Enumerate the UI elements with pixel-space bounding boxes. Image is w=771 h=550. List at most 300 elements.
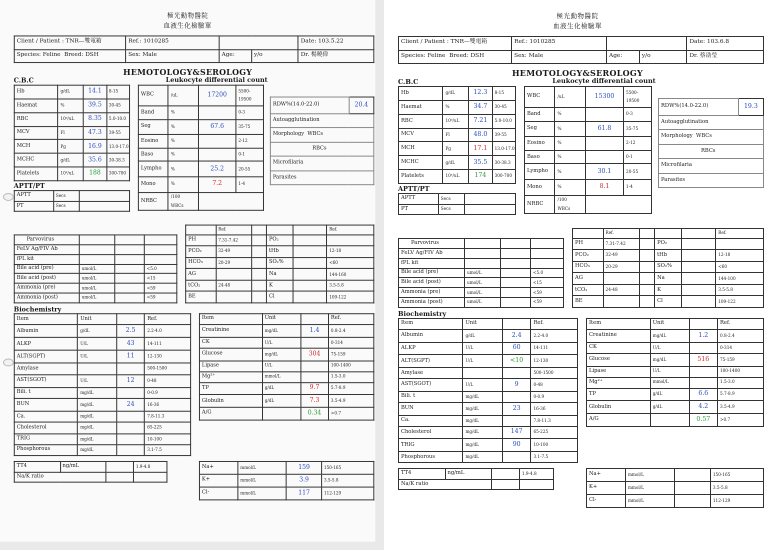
rdw-value: 20.4	[349, 97, 374, 114]
table-row	[14, 325, 190, 338]
biochem-unit: mg/dL	[78, 422, 117, 433]
table-row	[14, 338, 190, 351]
gas-value	[639, 296, 654, 308]
table-row	[399, 415, 578, 426]
aptt-value	[464, 204, 516, 215]
nrbc-unit	[168, 193, 198, 211]
cbc-value: 35.6	[83, 153, 106, 167]
serology-unit: umol/L	[79, 283, 115, 293]
table-row	[587, 414, 764, 427]
table-row	[587, 482, 764, 495]
age: Age:	[607, 50, 640, 64]
biochem-item: AST(SGOT)	[399, 379, 463, 392]
biochem-unit: U/L	[78, 351, 117, 364]
table-row	[138, 148, 263, 161]
gas-value	[639, 250, 654, 262]
table-row	[199, 487, 373, 500]
diff-ref: 1-4	[624, 180, 652, 196]
gas-ref: 109-122	[716, 296, 764, 308]
serology-item: Bile acid (pre)	[14, 264, 79, 274]
species: Species: Feline	[16, 52, 61, 58]
parasites-label: Parasites	[270, 170, 373, 184]
table-row	[14, 235, 177, 245]
patient-header	[398, 36, 764, 64]
aptt-unit: Secs	[438, 204, 464, 215]
cbc-value: 48.0	[469, 128, 492, 142]
diff-item: Eosino	[525, 137, 555, 151]
serology-item: FeLV Ag/FIV Ab	[14, 245, 79, 255]
biochem-ref: 16-36	[531, 402, 578, 415]
gas-ref: 32-49	[216, 246, 252, 257]
serology-ref	[144, 254, 177, 264]
table-cell	[607, 37, 687, 51]
biochem-ref: 3.1-7.5	[531, 452, 578, 463]
wbc-label: WBC	[525, 87, 555, 108]
biochem-item: Globulin	[199, 395, 262, 408]
table-row	[14, 445, 190, 456]
aptt-unit: Secs	[438, 194, 464, 205]
biochem-header: Item	[399, 319, 463, 330]
biochem-item: Lipase	[587, 366, 651, 377]
morphology: Morphology	[661, 133, 693, 140]
gas-item: PCO₂	[573, 250, 604, 262]
gas-item: Na	[267, 269, 293, 280]
biochem-item: Albumin	[14, 325, 77, 338]
gas-value	[681, 238, 715, 250]
report-date: Date: 103.5.22	[298, 36, 374, 49]
biochem-ref: 2.2-4.0	[531, 329, 578, 342]
table-row	[399, 426, 578, 439]
serology-item: Ammonia (pre)	[14, 283, 79, 293]
biochem-item: Glucose	[587, 353, 651, 366]
biochem-unit: U/L	[78, 374, 117, 387]
electrolyte-ref: 3.5-5.8	[321, 474, 373, 487]
biochem-value: 1.2	[689, 330, 717, 343]
table-row	[14, 112, 129, 126]
serology-ref: <5.0	[530, 268, 563, 278]
cbc-ref: 39-55	[492, 128, 515, 142]
table-row	[399, 248, 564, 258]
cbc-ref: 5.0-10.0	[106, 112, 129, 126]
serology-value	[115, 274, 144, 284]
table-row	[587, 495, 764, 508]
biochem-item: Phosphorous	[399, 452, 463, 463]
table-row	[14, 254, 177, 264]
diff-unit: %	[168, 161, 198, 177]
table-cell	[251, 225, 266, 235]
hospital-name: 極光動物醫院	[556, 12, 599, 20]
table-row	[587, 377, 764, 388]
punch-hole	[3, 193, 14, 201]
table-row	[399, 329, 578, 342]
wbc-unit: /uL	[168, 85, 198, 106]
biochem-header: Unit	[78, 314, 117, 325]
biochem-item: ALKP	[399, 342, 463, 355]
serology-value	[501, 298, 531, 308]
cbc-item: MCV	[399, 128, 443, 142]
biochem-table-right	[199, 313, 374, 420]
table-row	[199, 382, 373, 395]
electrolyte-unit: mmol/L	[238, 461, 287, 474]
biochem-value: 516	[689, 353, 717, 366]
table-cell	[655, 229, 682, 239]
serology-value	[501, 268, 531, 278]
ref-number: Ref.: 1010285	[126, 36, 219, 49]
diff-item: Lympho	[525, 164, 555, 180]
biochem-unit: mg/dL	[262, 325, 300, 338]
biochem-item: Creatinine	[587, 330, 651, 343]
serology-ref: <59	[530, 288, 563, 298]
cbc-unit: g/dL	[443, 156, 469, 170]
table-row	[399, 439, 578, 452]
gas-value	[293, 257, 327, 268]
morphology-table	[658, 98, 764, 188]
electrolyte-value	[675, 469, 710, 482]
cbc-unit: Fl	[58, 126, 83, 140]
cbc-item: RBC	[399, 114, 443, 128]
biochem-ref: 14-111	[145, 338, 191, 351]
biochem-value: 43	[117, 338, 145, 351]
serology-ref: <15	[144, 274, 177, 284]
table-row	[399, 114, 516, 128]
serology-value	[115, 245, 144, 255]
rbcs-label: RBCs	[659, 144, 764, 158]
table-row	[14, 293, 177, 303]
cbc-item: Haemat	[14, 99, 58, 113]
electrolyte-unit: mmol/L	[625, 469, 675, 482]
nrbc-label: NRBC	[525, 196, 555, 214]
cbc-title: C.B.C	[398, 78, 419, 86]
doctor	[298, 49, 374, 62]
gas-value	[251, 246, 266, 257]
diff-unit: %	[168, 135, 198, 148]
biochem-item: BUN	[14, 398, 77, 411]
biochem-item: ALKP	[14, 338, 77, 351]
electrolyte-item: Cl-	[199, 487, 237, 500]
biochem-item: Lipase	[199, 361, 262, 372]
biochem-item: Globulin	[587, 401, 651, 414]
table-row	[199, 348, 373, 361]
electrolyte-value	[675, 495, 710, 508]
species-breed	[399, 50, 512, 64]
gas-ref: 20-29	[603, 261, 639, 273]
gas-value	[293, 269, 327, 280]
biochem-item: TRIG	[14, 433, 77, 444]
biochem-value: 0.34	[301, 407, 329, 420]
gas-ref-header: Ref.	[216, 225, 252, 235]
gas-value	[251, 257, 266, 268]
cbc-ref: 13.0-17.0	[106, 140, 129, 154]
gas-item: Cl	[655, 296, 682, 308]
tt4-cell: ng/mL	[60, 461, 106, 471]
serology-unit: umol/L	[79, 293, 115, 303]
diff-ref: 2-12	[236, 135, 264, 148]
serology-value	[115, 283, 144, 293]
biochem-value	[689, 377, 717, 388]
table-row	[399, 156, 516, 170]
biochem-unit: g/dL	[463, 329, 502, 342]
table-row	[587, 401, 764, 414]
biochem-unit: g/dL	[650, 388, 689, 401]
biochem-ref: 500-1500	[145, 363, 191, 374]
gas-ref: 7.31-7.42	[603, 238, 639, 250]
cbc-item: MCV	[14, 126, 58, 140]
table-row	[573, 273, 764, 285]
biochem-ref: 0-314	[328, 337, 373, 348]
biochem-item: BUN	[399, 402, 463, 415]
aptt-table	[14, 190, 130, 212]
diff-item: Eosino	[138, 135, 168, 148]
biochem-value: <10	[502, 355, 531, 368]
biochem-header	[689, 319, 717, 330]
morphology-table	[270, 97, 374, 186]
aptt-item: APTT	[399, 194, 439, 205]
rdw-label: RDW%(14.0-22.0)	[270, 97, 349, 114]
biochem-value: 9.7	[301, 382, 329, 395]
diff-value: 67.6	[198, 119, 236, 135]
gas-value	[251, 269, 266, 280]
cbc-value: 39.5	[83, 99, 106, 113]
serology-unit	[465, 239, 501, 249]
tt4-table	[398, 468, 554, 490]
gas-item: HCO₃	[186, 257, 216, 268]
biochem-unit: mg/dL	[78, 398, 117, 411]
biochem-ref: 0-314	[717, 342, 763, 353]
biochem-ref: 16-36	[145, 398, 191, 411]
table-row	[138, 119, 263, 135]
na-k-ratio-label: Na/K ratio	[399, 479, 492, 490]
serology-unit: umol/L	[465, 278, 501, 288]
table-row	[399, 379, 578, 392]
gas-ref: 3.5-5.8	[716, 284, 764, 296]
gas-ref: 12-18	[327, 246, 374, 257]
biochem-ref: 65-225	[145, 422, 191, 433]
biochem-unit: U/L	[463, 379, 502, 392]
table-row	[14, 283, 177, 293]
biochem-unit	[650, 414, 689, 427]
biochem-unit: mg/dL	[78, 433, 117, 444]
diff-unit: %	[555, 137, 585, 151]
nrbc-unit-per: /100	[557, 197, 567, 203]
aptt-table	[398, 193, 516, 215]
gas-item: tHb	[655, 250, 682, 262]
biochem-value	[117, 363, 145, 374]
biochem-item: Bili. t	[14, 387, 77, 398]
gas-item: PO₂	[655, 238, 682, 250]
serology-ref: <59	[144, 293, 177, 303]
gas-ref: 20-29	[216, 257, 252, 268]
aptt-item: APTT	[14, 191, 53, 201]
biochem-unit: U/L	[650, 342, 689, 353]
table-cell	[133, 472, 167, 482]
microfilaria-label: Microfilaria	[270, 156, 373, 170]
gas-value	[681, 284, 715, 296]
aptt-title: APTT/PT	[13, 182, 45, 191]
table-row	[573, 296, 764, 308]
doctor-label: Dr.	[300, 52, 310, 58]
ldc-table	[138, 85, 264, 211]
table-row	[14, 264, 177, 274]
biochem-unit	[78, 363, 117, 374]
biochem-item: A/G	[199, 407, 262, 420]
diff-unit: %	[555, 108, 585, 122]
cbc-unit: Fl	[443, 128, 469, 142]
gas-value	[681, 273, 715, 285]
biochem-ref: 10-100	[145, 433, 191, 444]
cbc-unit: 10⁶/uL	[58, 112, 83, 126]
gas-ref: 7.31-7.42	[216, 235, 252, 246]
gas-ref	[716, 238, 764, 250]
table-row	[399, 342, 578, 355]
cbc-value: 174	[469, 170, 492, 184]
biochem-ref: 65-225	[531, 426, 578, 439]
cbc-value: 17.1	[469, 142, 492, 156]
gas-ref: 144-100	[716, 273, 764, 285]
biochem-ref: >0.7	[717, 414, 763, 427]
table-row	[525, 137, 652, 151]
table-row	[14, 363, 190, 374]
morphology-label	[659, 130, 764, 144]
serology-unit	[79, 254, 115, 264]
biochem-ref: 12-130	[145, 351, 191, 364]
serology-ref	[144, 245, 177, 255]
table-row	[14, 167, 129, 181]
gas-value	[293, 246, 327, 257]
diff-ref: 0-3	[236, 106, 264, 119]
biochem-item: Bili. t	[399, 391, 463, 402]
table-row	[14, 374, 190, 387]
diff-ref: 1-4	[236, 177, 264, 193]
cbc-value: 35.5	[469, 156, 492, 170]
table-row	[399, 128, 516, 142]
diff-unit: %	[555, 121, 585, 137]
biochem-header: Ref.	[717, 319, 763, 330]
diff-unit: %	[555, 164, 585, 180]
biochem-item: ALT(SGPT)	[14, 351, 77, 364]
biochem-header: Ref.	[328, 314, 373, 325]
diff-value	[198, 135, 236, 148]
biochem-item: ALT(SGPT)	[399, 355, 463, 368]
diff-item: Mono	[525, 180, 555, 196]
biochem-unit: U/L	[262, 361, 300, 372]
cbc-value: 8.35	[83, 112, 106, 126]
table-row	[525, 150, 652, 164]
biochem-item: Mg²⁺	[199, 371, 262, 382]
diff-ref: 35-75	[236, 119, 264, 135]
biochem-unit: mg/dL	[650, 330, 689, 343]
gas-item: K	[267, 280, 293, 291]
gas-value	[293, 235, 327, 246]
nrbc-unit	[555, 196, 585, 214]
age-unit: y/o	[639, 50, 686, 64]
table-row	[199, 461, 373, 474]
report-title: 血液生化檢驗單	[553, 22, 602, 30]
sex: Sex: Male	[126, 49, 219, 62]
gas-item: BE	[186, 291, 216, 302]
electrolyte-unit: mmol/L	[238, 487, 287, 500]
table-row	[186, 257, 374, 268]
biochem-value: 304	[301, 348, 329, 361]
table-row	[14, 140, 129, 154]
table-row	[525, 180, 652, 196]
diff-item: Baso	[138, 148, 168, 161]
biochem-ref: 2.2-4.0	[145, 325, 191, 338]
biochem-value: 60	[502, 342, 531, 355]
biochem-item: TP	[199, 382, 262, 395]
biochem-unit: mg/dL	[78, 387, 117, 398]
table-row	[14, 433, 190, 444]
biochem-ref: 0-48	[531, 379, 578, 392]
doctor-label: Dr.	[689, 52, 698, 59]
diff-value	[585, 108, 623, 122]
gas-item: Na	[655, 273, 682, 285]
serology-table	[14, 234, 178, 303]
table-row	[14, 422, 190, 433]
report-title: 血液生化檢驗單	[163, 21, 212, 30]
report-date: Date: 103.6.8	[687, 37, 764, 51]
cbc-ref: 30-45	[492, 100, 515, 114]
cbc-item: RBC	[14, 112, 58, 126]
age-unit: y/o	[252, 49, 299, 62]
table-row	[399, 452, 578, 463]
diff-item: Seg	[138, 119, 168, 135]
biochem-ref: 100-1400	[717, 366, 763, 377]
gas-ref: 12-18	[716, 250, 764, 262]
biochem-item: CK	[199, 337, 262, 348]
diff-ref: 0-1	[624, 150, 652, 164]
biochem-table-left	[398, 318, 578, 463]
serology-value	[501, 239, 531, 249]
biochem-unit: mg/dL	[650, 353, 689, 366]
table-row	[14, 274, 177, 284]
electrolyte-unit: mmol/L	[238, 474, 287, 487]
wbc-ref	[236, 85, 264, 106]
gas-ref: 3.5-5.8	[327, 280, 374, 291]
serology-unit	[79, 235, 115, 245]
cbc-value: 14.1	[83, 85, 106, 99]
species-breed	[14, 49, 125, 62]
serology-value	[501, 258, 531, 268]
morphology-label	[270, 128, 373, 142]
na-k-ratio-label: Na/K ratio	[14, 472, 106, 482]
cbc-unit: g/dL	[58, 85, 83, 99]
biochem-ref: 75-159	[717, 353, 763, 366]
biochem-value	[502, 368, 531, 379]
report-sheet-right	[384, 0, 771, 550]
table-cell	[106, 472, 133, 482]
table-cell	[492, 479, 520, 490]
serology-value	[115, 254, 144, 264]
cbc-ref: 13.0-17.0	[492, 142, 515, 156]
diff-value: 8.1	[585, 180, 623, 196]
biochem-value	[117, 433, 145, 444]
biochem-value	[689, 342, 717, 353]
table-row	[399, 100, 516, 114]
table-row	[399, 288, 564, 298]
ldc-title: Leukocyte differential count	[165, 75, 268, 84]
biochem-value	[301, 361, 329, 372]
table-row	[199, 337, 373, 348]
gas-ref: <60	[327, 257, 374, 268]
cbc-value: 34.7	[469, 100, 492, 114]
biochem-item: Mg²⁺	[587, 377, 651, 388]
wbc-ref-low: 5500-	[238, 88, 251, 94]
cbc-item: Hb	[399, 87, 443, 101]
aptt-title: APTT/PT	[398, 185, 430, 193]
biochem-unit	[262, 407, 300, 420]
electrolyte-value: 159	[287, 461, 322, 474]
wbc-value: 15300	[585, 87, 623, 108]
